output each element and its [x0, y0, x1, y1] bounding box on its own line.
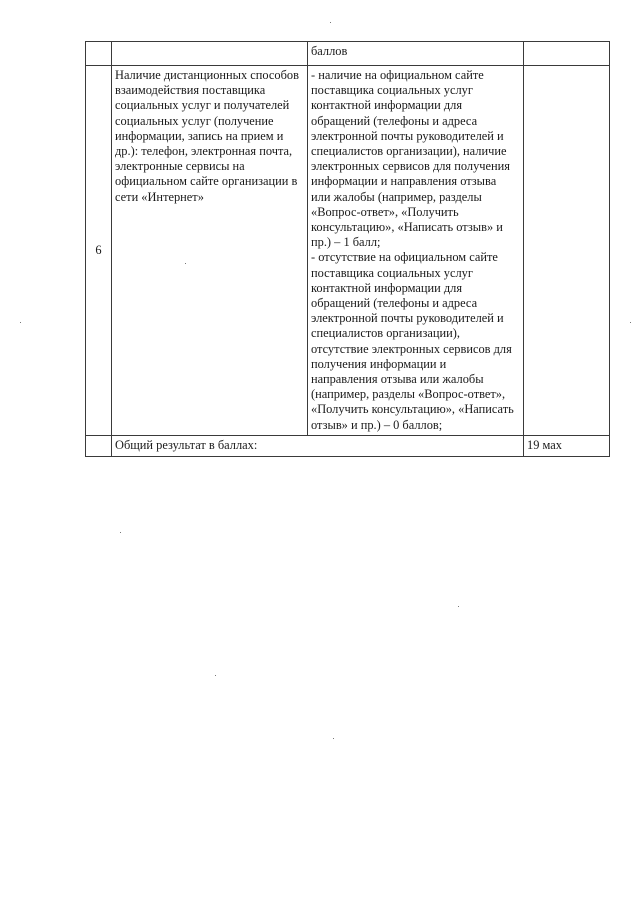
- value-cell: [524, 66, 610, 436]
- score-line: - наличие на официальном сайте: [311, 68, 484, 82]
- score-line: контактной информации для: [311, 280, 463, 295]
- scan-speck: [630, 322, 631, 323]
- scan-speck: [458, 606, 459, 607]
- total-label-cell: [112, 435, 524, 456]
- score-line: специалистов организации), наличие: [311, 144, 507, 159]
- score-line: направления отзыва или жалобы: [311, 372, 484, 387]
- table-row-total: [86, 435, 610, 456]
- score-line: консультацию», «Написать отзыв» и: [311, 220, 503, 235]
- row-number-cell: [86, 66, 112, 436]
- score-line: обращений (телефоны и адреса: [311, 296, 478, 311]
- total-value: 19 мах: [527, 438, 562, 453]
- table-row: [86, 42, 610, 66]
- scan-speck: [20, 322, 21, 323]
- score-line: пр.) – 1 балл;: [311, 235, 381, 250]
- total-value-cell: [524, 435, 610, 456]
- score-line: получения информации и: [311, 356, 447, 371]
- score-line: информации и направления отзыва: [311, 174, 497, 189]
- score-line: поставщика социальных услуг: [311, 83, 473, 98]
- table-row: [86, 66, 610, 436]
- score-line: обращений (телефоны и адреса: [311, 113, 478, 128]
- criterion-cell: [112, 66, 308, 436]
- scan-speck: [215, 675, 216, 676]
- scan-speck: [333, 738, 334, 739]
- score-line: «Получить консультацию», «Написать: [311, 402, 514, 417]
- criterion-line: др.): телефон, электронная почта,: [115, 144, 293, 159]
- number-cell: [86, 42, 112, 66]
- criterion-line: социальных услуг (получение: [115, 113, 274, 128]
- score-cell: [308, 66, 524, 436]
- criterion-line: электронные сервисы на: [115, 159, 245, 174]
- score-cell: [308, 42, 524, 66]
- row-number: 6: [95, 242, 102, 257]
- score-line: контактной информации для: [311, 98, 463, 113]
- score-line: поставщика социальных услуг: [311, 265, 473, 280]
- criterion-line: Наличие дистанционных способов: [115, 68, 299, 82]
- criterion-line: официальном сайте организации в: [115, 174, 298, 189]
- criteria-table: [85, 41, 610, 457]
- scan-speck: [120, 532, 121, 533]
- criterion-line: взаимодействия поставщика: [115, 83, 266, 98]
- scan-speck: [185, 263, 186, 264]
- score-line: электронной почты руководителей и: [311, 311, 504, 326]
- score-line: электронной почты руководителей и: [311, 128, 504, 143]
- score-line: (например, разделы «Вопрос-ответ»,: [311, 387, 506, 402]
- number-cell: [86, 435, 112, 456]
- score-line: - отсутствие на официальном сайте: [311, 250, 498, 265]
- score-line: специалистов организации),: [311, 326, 460, 341]
- score-line: электронных сервисов для получения: [311, 159, 510, 174]
- total-label: Общий результат в баллах:: [115, 438, 258, 453]
- score-line: отсутствие электронных сервисов для: [311, 341, 512, 356]
- criterion-line: социальных услуг и получателей: [115, 98, 290, 113]
- value-cell: [524, 42, 610, 66]
- score-line: «Вопрос-ответ», «Получить: [311, 204, 459, 219]
- score-text: баллов: [311, 44, 348, 58]
- criterion-line: сети «Интернет»: [115, 189, 204, 204]
- criterion-line: информации, запись на прием и: [115, 128, 284, 143]
- score-line: отзыв» и пр.) – 0 баллов;: [311, 417, 443, 432]
- score-line: или жалобы (например, разделы: [311, 189, 482, 204]
- criterion-cell: [112, 42, 308, 66]
- scan-speck: [330, 22, 331, 23]
